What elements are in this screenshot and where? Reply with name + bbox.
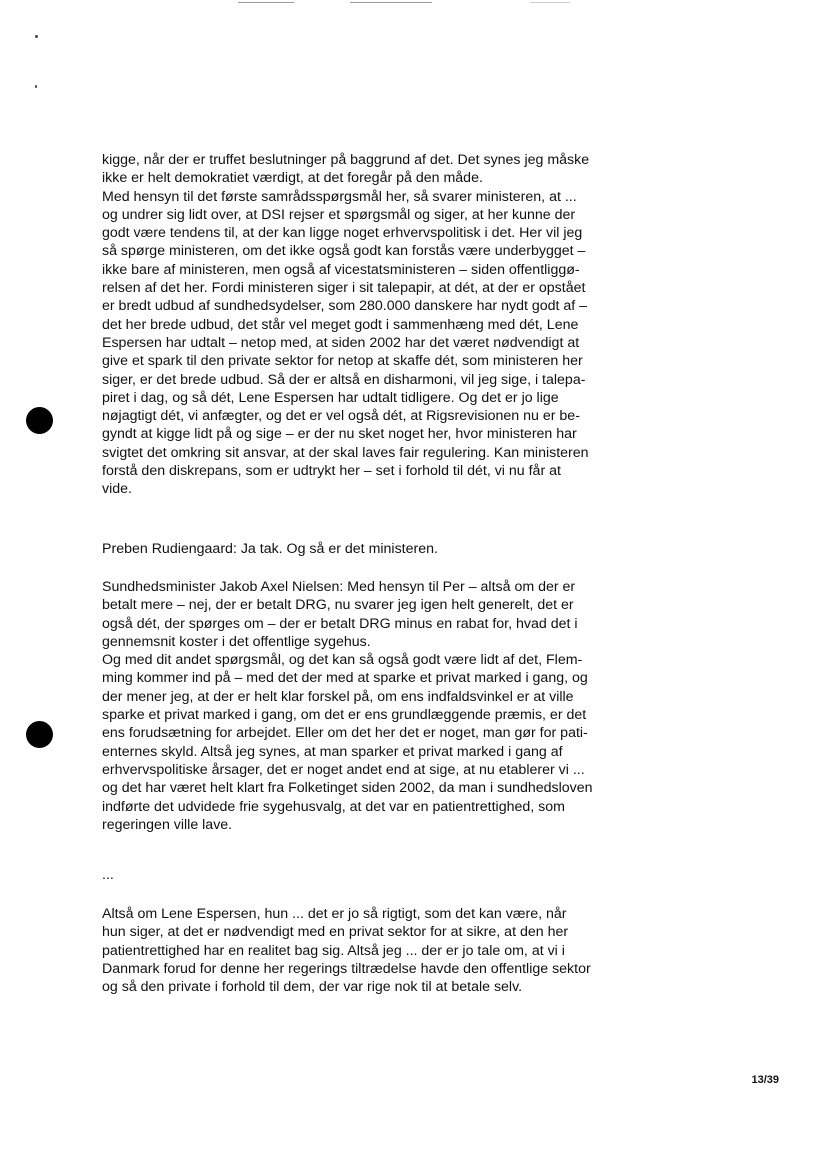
text-line: enternes skyld. Altså jeg synes, at man sparker et privat marked i gang af <box>102 743 563 760</box>
paragraph <box>102 578 602 834</box>
text-line: vide. <box>102 481 132 498</box>
text-line: Med hensyn til det første samrådsspørgsmål her, så svarer ministeren, at ... <box>102 188 577 205</box>
scan-artifact-line <box>530 2 570 3</box>
paragraph <box>102 866 602 884</box>
text-line: ikke bare af ministeren, men også af vicestatsministeren – siden offentliggø- <box>102 261 580 278</box>
text-line: ens forudsætning for arbejdet. Eller om det her det er noget, man gør for pati- <box>102 725 588 742</box>
text-line: nøjagtigt dét, vi anfægter, og det er vel også dét, at Rigsrevisionen nu er be- <box>102 408 580 425</box>
text-line: erhvervspolitiske årsager, det er noget andet end at sige, at nu etablerer vi ... <box>102 761 585 778</box>
text-line: sparke et privat marked i gang, om det er ens grundlæggende præmis, er det <box>102 707 587 724</box>
text-line: godt være tendens til, at der kan ligge noget erhvervspolitisk i det. Her vil jeg <box>102 225 583 242</box>
text-line: også dét, der spørges om – der er betalt DRG minus en rabat for, hvad det i <box>102 615 578 632</box>
text-line: Danmark forud for denne her regerings tiltrædelse havde den offentlige sektor <box>102 960 591 977</box>
text-line: siger, er det brede udbud. Så der er altså en disharmoni, vil jeg sige, i talepa- <box>102 371 586 388</box>
text-line: gennemsnit koster i det offentlige sygehus. <box>102 633 371 650</box>
text-line: kigge, når der er truffet beslutninger på baggrund af det. Det synes jeg måske <box>102 152 590 168</box>
scan-artifact-line <box>350 2 432 3</box>
text-line: ... <box>102 867 114 883</box>
text-line: give et spark til den private sektor for netop at skaffe dét, som ministeren her <box>102 353 583 370</box>
text-line: og så den private i forhold til dem, der var rige nok til at betale selv. <box>102 979 523 996</box>
scan-artifact-line <box>238 2 294 3</box>
text-line: Altså om Lene Espersen, hun ... det er jo så rigtigt, som det kan være, når <box>102 906 567 922</box>
text-line: det her brede udbud, det står vel meget godt i sammenhæng med dét, Lene <box>102 316 579 333</box>
text-line: svigtet det omkring sit ansvar, at der skal laves fair regulering. Kan ministeren <box>102 444 589 461</box>
text-line: piret i dag, og så dét, Lene Espersen har udtalt tidligere. Og det er jo lige <box>102 389 559 406</box>
punch-hole <box>26 721 53 748</box>
text-line: Sundhedsminister Jakob Axel Nielsen: Med hensyn til Per – altså om der er <box>102 579 576 595</box>
paragraph <box>102 905 602 996</box>
text-line: der mener jeg, at der er helt klar forskel på, om ens indfaldsvinkel er at ville <box>102 688 574 705</box>
text-line: hun siger, at det er nødvendigt med en privat sektor for at sikre, at den her <box>102 924 569 941</box>
text-line: Preben Rudiengaard: Ja tak. Og så er det ministeren. <box>102 541 438 557</box>
text-line: Espersen har udtalt – netop med, at siden 2002 har det været nødvendigt at <box>102 334 580 351</box>
text-line: og undrer sig lidt over, at DSI rejser et spørgsmål og siger, at her kunne der <box>102 206 576 223</box>
text-line: betalt mere – nej, der er betalt DRG, nu svarer jeg igen helt generelt, det er <box>102 597 574 614</box>
text-line: så spørge ministeren, om det ikke også godt kan forstås være underbygget – <box>102 243 586 260</box>
text-line: forstå den diskrepans, som er udtrykt her – set i forhold til dét, vi nu får at <box>102 463 561 480</box>
text-line: Og med dit andet spørgsmål, og det kan så også godt være lidt af det, Flem- <box>102 652 583 669</box>
text-line: patientrettighed har en realitet bag sig. Altså jeg ... der er jo tale om, at vi i <box>102 942 565 959</box>
text-line: er bredt udbud af sundhedsydelser, som 280.000 danskere har nydt godt af – <box>102 298 588 315</box>
text-line: ming kommer ind på – med det der med at sparke et privat marked i gang, og <box>102 670 588 687</box>
paragraph <box>102 540 602 558</box>
text-line: regeringen ville lave. <box>102 816 233 833</box>
text-line: indførte det udvidede frie sygehusvalg, at det var en patientrettighed, som <box>102 798 565 815</box>
page-number: 13/39 <box>751 1074 779 1086</box>
punch-hole <box>26 407 53 434</box>
text-line: relsen af det her. Fordi ministeren siger i sit talepapir, at dét, at der er opstået <box>102 280 586 297</box>
scan-speck <box>35 85 37 88</box>
scan-speck <box>35 35 38 38</box>
text-line: gyndt at kigge lidt på og sige – er der nu sket noget her, hvor ministeren har <box>102 426 577 443</box>
paragraph <box>102 151 602 499</box>
text-line: og det har været helt klart fra Folketinget siden 2002, da man i sundhedsloven <box>102 780 593 797</box>
text-line: ikke er helt demokratiet værdigt, at det foregår på den måde. <box>102 170 483 187</box>
